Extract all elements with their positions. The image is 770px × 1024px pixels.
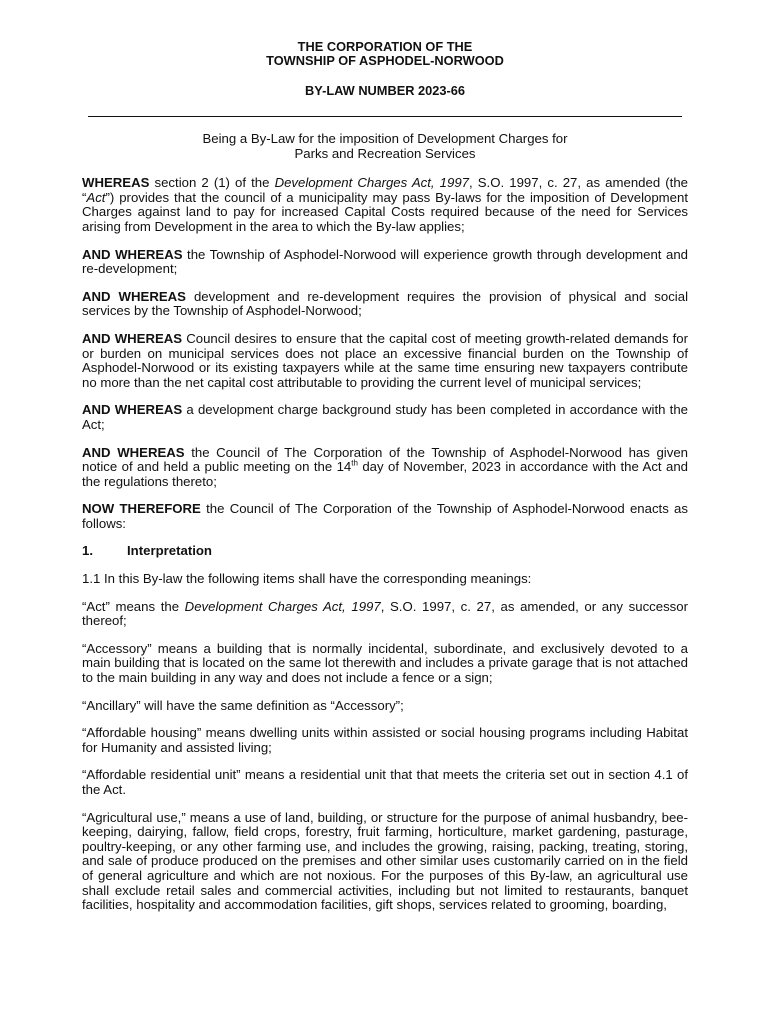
whereas-paragraph-1	[82, 176, 688, 234]
whereas-text: day of November, 2023 in accordance with the Act and the regulations thereto;	[82, 459, 688, 489]
subtitle-line-2: Parks and Recreation Services	[294, 145, 476, 161]
interpretation-intro: 1.1 In this By-law the following items shall have the corresponding meanings:	[82, 571, 532, 587]
whereas-paragraph-3	[82, 290, 688, 319]
whereas-paragraph-2	[82, 248, 688, 277]
bylaw-subtitle	[82, 132, 688, 161]
section-heading	[82, 544, 688, 559]
whereas-text: Council desires to ensure that the capital cost of meeting growth-related demands for or burden on municipal services does not place an excessive financial burden on the Township of Asphodel-Norwood or its existing taxpayers while at the same time ensuring new taxpayers contribute no more than the net capital cost attributable to providing the current level of municipal services;	[82, 330, 688, 390]
subtitle-line-1: Being a By-Law for the imposition of Development Charges for	[202, 131, 568, 146]
definition-text: “Act” means the	[82, 598, 185, 614]
definition-affordable-housing: “Affordable housing” means dwelling units within assisted or social housing programs including Habitat for Humanity and assisted living;	[82, 725, 688, 755]
section-number: 1.	[82, 543, 93, 559]
whereas-lead: WHEREAS	[82, 175, 150, 191]
whereas-paragraph-6	[82, 446, 688, 490]
whereas-text: , S.O. 1997, c. 27, as amended (the “	[82, 175, 688, 205]
whereas-paragraph-5	[82, 403, 688, 432]
definition-agricultural-use: “Agricultural use,” means a use of land, building, or structure for the purpose of animal husbandry, bee-keeping, dairying, fallow, field crops, forestry, fruit farming, horticulture, market gardening, pasturage, poultry-keeping, or any other farming use, and includes the growing, raising, packing, treating, storing, and sale of produce produced on the premises and other similar uses customarily carried on in the field of general agriculture and which are not noxious. For the purposes of this By-law, an agricultural use shall exclude retail sales and commercial activities, including but not limited to restaurants, banquet facilities, hospitality and accommodation facilities, gift shops, services related to grooming, boarding,	[82, 809, 688, 913]
divider-line	[88, 116, 682, 117]
whereas-lead: AND WHEREAS	[82, 444, 185, 460]
whereas-lead: AND WHEREAS	[82, 288, 186, 304]
now-therefore-text: the Council of The Corporation of the Township of Asphodel-Norwood enacts as follows:	[82, 501, 688, 531]
whereas-text: section 2 (1) of the	[149, 175, 275, 191]
section-title: Interpretation	[127, 543, 212, 559]
definition-text: , S.O. 1997, c. 27, as amended, or any successor thereof;	[82, 598, 689, 629]
bylaw-number: BY-LAW NUMBER 2023-66	[305, 83, 465, 98]
now-therefore-lead: NOW THEREFORE	[82, 501, 201, 517]
act-short-title: Act	[86, 189, 106, 205]
act-title: Development Charges Act, 1997	[184, 598, 381, 614]
whereas-text: the Township of Asphodel-Norwood will experience growth through development and re-development;	[82, 246, 688, 277]
whereas-lead: AND WHEREAS	[82, 246, 183, 262]
whereas-paragraph-4	[82, 332, 688, 390]
definition-act	[82, 600, 688, 629]
whereas-text: ”) provides that the council of a municipality may pass By-laws for the imposition of Development Charges against land to pay for increased Capital Costs required because of the need for Services arising from Development in the area to which the By-law applies;	[82, 189, 688, 234]
now-therefore-paragraph	[82, 502, 688, 531]
whereas-lead: AND WHEREAS	[82, 330, 183, 346]
whereas-text: the Council of The Corporation of the Township of Asphodel-Norwood has given notice of and held a public meeting on the 14	[82, 444, 688, 475]
whereas-text: a development charge background study has been completed in accordance with the Act;	[82, 402, 688, 432]
definition-affordable-residential-unit: “Affordable residential unit” means a residential unit that that meets the criteria set out in section 4.1 of the Act.	[82, 767, 688, 797]
township-heading: TOWNSHIP OF ASPHODEL-NORWOOD	[266, 53, 504, 68]
ordinal-suffix: th	[351, 458, 358, 468]
definition-accessory: “Accessory” means a building that is normally incidental, subordinate, and exclusively devoted to a main building that is located on the same lot therewith and includes a private garage that is not attached to the main building in any way and does not include a fence or a sign;	[82, 640, 688, 686]
act-title: Development Charges Act, 1997	[274, 175, 469, 191]
whereas-text: development and re-development requires the provision of physical and social services by the Township of Asphodel-Norwood;	[82, 288, 689, 319]
definition-ancillary: “Ancillary” will have the same definition as “Accessory”;	[82, 697, 404, 713]
corporation-heading: THE CORPORATION OF THE	[297, 39, 473, 54]
whereas-lead: AND WHEREAS	[82, 402, 183, 418]
